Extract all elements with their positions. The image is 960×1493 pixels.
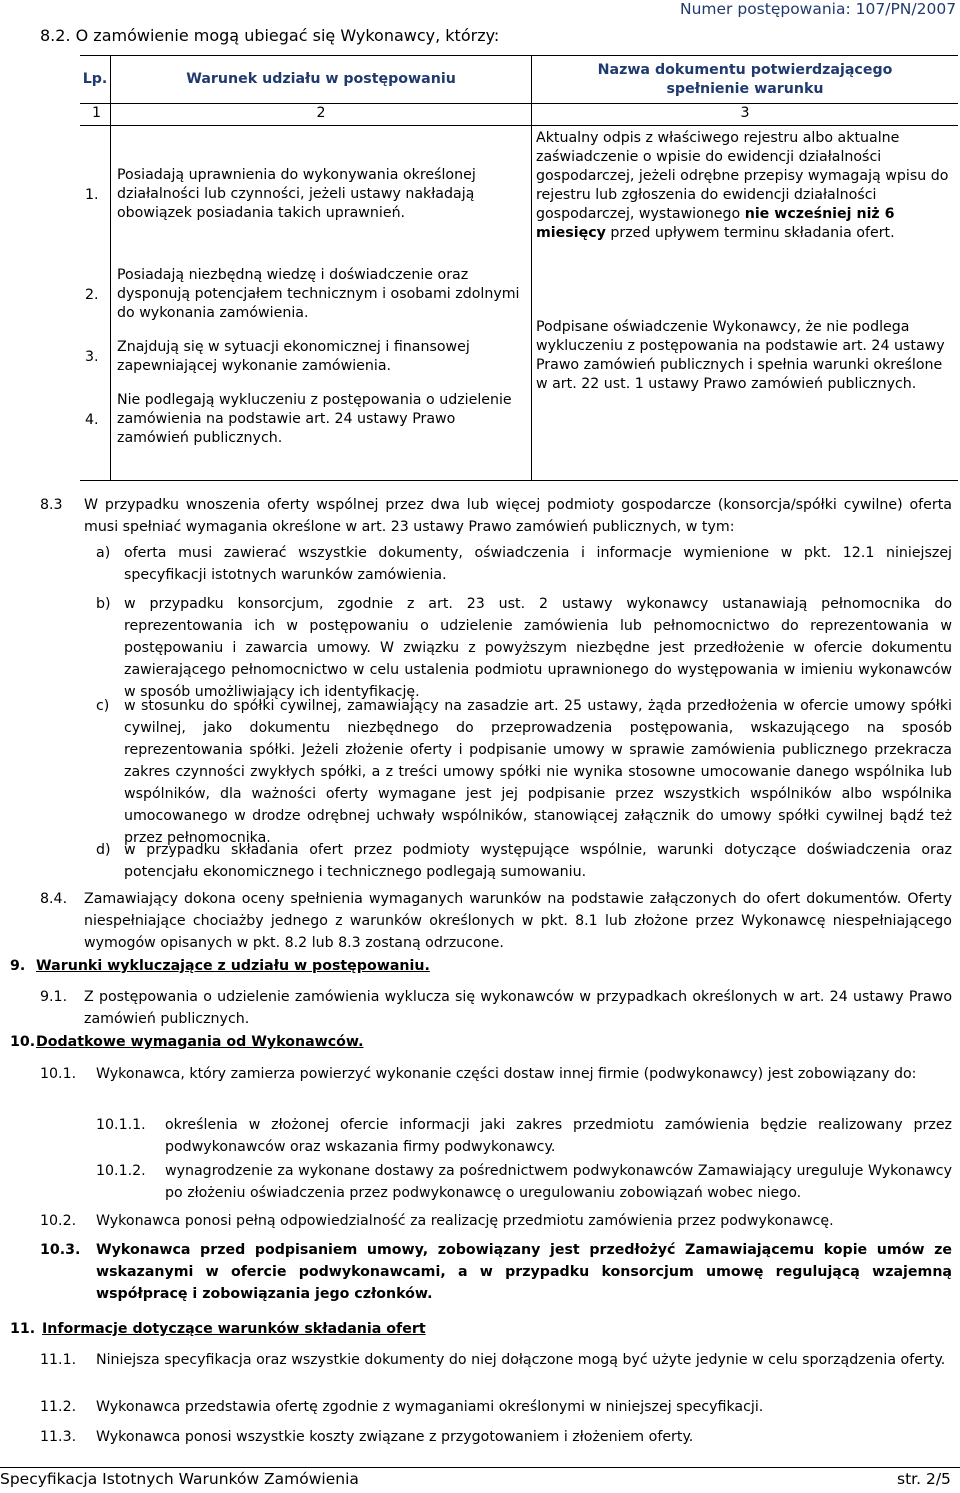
lp-cell [80,126,111,481]
lp-1: 1. [85,187,99,203]
col-dok-line1: Nazwa dokumentu potwierdzającego [597,61,893,78]
colnum-2: 2 [111,104,532,126]
s9-num: 9. [10,958,26,974]
s11-p1: Niniejsza specyfikacja oraz wszystkie dokumenty do niej dołączone mogą być użyte jedynie w celu sporządzenia oferty. [96,1352,946,1368]
col-warunek: Warunek udziału w postępowaniu [111,56,532,104]
col-dok-line2: spełnienie warunku [666,80,824,97]
dokument-1-text: Aktualny odpis z właściwego rejestru albo aktualne zaświadczenie o wpisie do ewidencji działalności gospodarczej, jeżeli odrębne przepisy wymagają wpisu do rejestru lub zgłoszenia do ewidencji działalności gospodarczej, wystawionego [536,130,949,222]
s10-p3-num: 10.3. [40,1242,81,1258]
s10-p2: Wykonawca ponosi pełną odpowiedzialność za realizację przedmiotu zamówienia przez podwykonawcę. [96,1213,834,1229]
s11-p3: Wykonawca ponosi wszystkie koszty związane z przygotowaniem i złożeniem oferty. [96,1429,694,1445]
s11-p1-num: 11.1. [40,1352,77,1368]
conditions-table [80,55,958,481]
s83-a: oferta musi zawierać wszystkie dokumenty, oświadczenia i informacje wymienione w pkt. 12.1 niniejszej specyfikacji istotnych warunków zamówienia. [124,545,952,583]
s10-p11-num: 10.1.1. [96,1117,146,1133]
page-number: str. 2/5 [897,1470,951,1488]
warunek-2: Posiadają niezbędną wiedzę i doświadczenie oraz dysponują potencjałem technicznym i osobami zdolnymi do wykonania zamówienia. [117,267,520,321]
s83-b-label: b) [96,596,111,612]
footer-title: Specyfikacja Istotnych Warunków Zamówienia [0,1470,359,1488]
s9-p1-num: 9.1. [40,989,68,1005]
warunek-1: Posiadają uprawnienia do wykonywania określonej działalności lub czynności, jeżeli ustawy nakładają obowiązek posiadania takich uprawnień. [117,167,476,221]
doc-number: Numer postępowania: 107/PN/2007 [680,0,957,18]
dokument-1-bold: nie wcześniej niż 6 miesięcy [536,206,895,241]
s11-p2: Wykonawca przedstawia ofertę zgodnie z wymaganiami określonymi w niniejszej specyfikacji. [96,1399,764,1415]
lp-2: 2. [85,287,99,303]
dokument-2: Podpisane oświadczenie Wykonawcy, że nie podlega wykluczeniu z postępowania na podstawie art. 24 ustawy Prawo zamówień publicznych i spełnia warunki określone w art. 22 ust. 1 ustawy Prawo zamówień publicznych. [536,319,945,392]
s84-num: 8.4. [40,891,68,907]
dokument-1-end: przed upływem terminu składania ofert. [610,225,895,241]
s10-num: 10. [10,1034,36,1050]
s9-p1: Z postępowania o udzielenie zamówienia wyklucza się wykonawców w przypadkach określonych w art. 24 ustawy Prawo zamówień publicznych. [84,989,952,1027]
s83-text: W przypadku wnoszenia oferty wspólnej przez dwa lub więcej podmioty gospodarcze (konsorcja/spółki cywilne) oferta musi spełniać wymagania określone w art. 23 ustawy Prawo zamówień publicznych, w tym: [84,497,952,535]
s10-p12-num: 10.1.2. [96,1163,146,1179]
s10-p2-num: 10.2. [40,1213,77,1229]
s11-title: Informacje dotyczące warunków składania ofert [42,1321,426,1337]
s9-title: Warunki wykluczające z udziału w postępowaniu. [36,958,430,974]
warunek-cell [111,126,532,481]
dokument-cell [532,126,959,481]
colnum-3: 3 [532,104,959,126]
s10-title: Dodatkowe wymagania od Wykonawców. [36,1034,364,1050]
s10-p1-num: 10.1. [40,1066,77,1082]
lp-3: 3. [85,349,99,365]
s10-p11: określenia w złożonej ofercie informacji jaki zakres przedmiotu zamówienia będzie realizowany przez podwykonawców oraz wskazania firmy podwykonawcy. [165,1117,952,1155]
s10-p12: wynagrodzenie za wykonane dostawy za pośrednictwem podwykonawców Zamawiający ureguluje Wykonawcy po złożeniu oświadczenia przez podwykonawcę o uregulowaniu zobowiązań wobec niego. [165,1163,952,1201]
s83-d: w przypadku składania ofert przez podmioty występujące wspólnie, warunki dotyczące doświadczenia oraz potencjału ekonomicznego i technicznego podlegają sumowaniu. [124,842,952,880]
warunek-4: Nie podlegają wykluczeniu z postępowania o udzielenie zamówienia na podstawie art. 24 ustawy Prawo zamówień publicznych. [117,392,512,446]
s83-c: w stosunku do spółki cywilnej, zamawiający na zasadzie art. 25 ustawy, żąda przedłożenia w ofercie umowy spółki cywilnej, jako dokumentu niezbędnego do przeprowadzenia postępowania, wskazującego na sposób reprezentowania spółki. Jeżeli złożenie oferty i podpisanie umowy w sprawie zamówienia publicznego przekracza zakres czynności zwykłych spółki, a z treści umowy spółki nie wynika stosowne umocowanie danego wspólnika lub wspólników, dla ważności oferty wymagane jest jej podpisanie przez wszystkich wspólników albo wspólnika umocowanego w drodze odrębnej uchwały wspólników, stanowiącej załącznik do umowy spółki cywilnej bądź też przez pełnomocnika. [124,698,952,846]
s10-p1: Wykonawca, który zamierza powierzyć wykonanie części dostaw innej firmie (podwykonawcy) jest zobowiązany do: [96,1066,917,1082]
section-intro: 8.2. O zamówienie mogą ubiegać się Wykonawcy, którzy: [40,26,500,45]
footer-divider [0,1467,960,1468]
s83-d-label: d) [96,842,111,858]
s83-num: 8.3 [40,497,63,513]
col-dokument [532,56,959,104]
s11-num: 11. [10,1321,36,1337]
s84-text: Zamawiający dokona oceny spełnienia wymaganych warunków na podstawie załączonych do ofert dokumentów. Oferty niespełniające chociażby jednego z warunków określonych w pkt. 8.1 lub złożone przez Wykonawcę niespełniającego wymogów opisanych w pkt. 8.2 lub 8.3 zostaną odrzucone. [84,891,952,951]
s83-a-label: a) [96,545,111,561]
col-lp: Lp. [80,56,111,104]
s11-p2-num: 11.2. [40,1399,77,1415]
s10-p3: Wykonawca przed podpisaniem umowy, zobowiązany jest przedłożyć Zamawiającemu kopie umów ze wskazanymi w ofercie podwykonawcami, a w przypadku konsorcjum umowę regulującą wzajemną współpracę i zobowiązania jego członków. [96,1242,952,1302]
dokument-1 [536,129,954,243]
s83-c-label: c) [96,698,110,714]
s11-p3-num: 11.3. [40,1429,77,1445]
lp-4: 4. [85,412,99,428]
warunek-3: Znajdują się w sytuacji ekonomicznej i finansowej zapewniającej wykonanie zamówienia. [117,339,470,374]
colnum-1: 1 [80,104,111,126]
s83-b: w przypadku konsorcjum, zgodnie z art. 23 ust. 2 ustawy wykonawcy ustanawiają pełnomocnika do reprezentowania ich w postępowaniu o udzielenie zamówienia lub pełnomocnictwo do reprezentowania w postępowaniu i zawarcia umowy. W związku z powyższym niezbędne jest przedłożenie w ofercie dokumentu zawierającego pełnomocnictwo w celu ustalenia podmiotu uprawnionego do występowania w imieniu wykonawców w sposób umożliwiający ich identyfikację. [124,596,952,700]
